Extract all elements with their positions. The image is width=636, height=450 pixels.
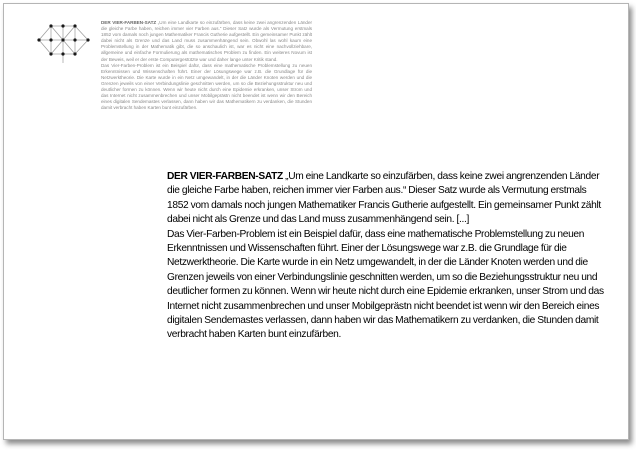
network-graph-icon	[34, 21, 94, 65]
paragraph-2: Das Vier-Farben-Problem ist ein Beispiel dafür, dass eine mathematische Problemstellung zu neuen Erkenntnissen und Wissenschaften führt. Einer der Lösungswege war z.B. die Grundlage für die Netzwerktheorie. Die Karte wurde in ein Netz umgewandelt, in der die Länder Knoten werden und die Grenzen jeweils von einer Verbindungslinie geschnitten werden, um so die Beziehungsstruktur neu und deutlicher formen zu können. Wenn wir heute nicht durch eine Epidemie erkranken, unser Strom und das Internet nicht zusammenbrechen und unser Mobilgeprästn nicht beendet ist wenn wir den Bereich eines digitalen Sendemastes verlassen, dann haben wir das Mathematikern zu verdanken, die Stunden damit verbracht haben Karten bunt einzufärben.	[167, 228, 604, 341]
thumbnail-text-block	[101, 20, 312, 111]
document-card	[3, 3, 629, 440]
thumbnail-paragraph-1-text: „Um eine Landkarte so einzufärben, dass keine zwei angrenzenden Länder die gleiche Farbe haben, reichen immer vier Farben aus.“ Dieser Satz wurde als Vermutung erstmals 1852 vom damals noch jungen Mathematiker Francis Gutherie aufgestellt. Ein gemeinsamer Punkt zählt dabei nicht als Grenze und das Land muss zusammenhängend sein. Obwohl las wohl kaum eine Problemstellung in der Mathematik gibt, die so anschaulich ist, war es nicht eine nachvollziehbare, allgemeine und einfache Formulierung als mathematisches Problem zu finden. Ein weiteres Novum ist der Beweis, weil er der erste Computergestützte war und daher lange unter Kritik stand.	[101, 20, 312, 62]
thumbnail-paragraph-2: Das Vier-Farben-Problem ist ein Beispiel dafür, dass eine mathematische Problemstellung zu neuen Erkenntnissen und Wissenschaften führt. Einer der Lösungswege war z.B. die Grundlage für die Netzwerktheorie. Die Karte wurde in ein Netz umgewandelt, in der die Länder Knoten werden und die Grenzen jeweils von einer Verbindungslinie geschnitten werden, um so die Beziehungsstruktur neu und deutlicher formen zu können. Wenn wir heute nicht durch eine Epidemie erkranken, unser Strom und das Internet nicht zusammenbrechen und unser Mobilgeprästn nicht beendet ist wenn wir den Bereich eines digitalen Sendemastes verlassen, dann haben wir das Mathematikern zu verdanken, die Stunden damit verbracht haben Karten bunt einzufärben.	[101, 62, 312, 111]
thumbnail-paragraph-1	[101, 20, 312, 63]
thumbnail-title: DER VIER-FARBEN-SATZ	[101, 20, 157, 25]
paragraph-1	[167, 170, 609, 228]
main-text-block	[167, 170, 609, 343]
page-title: DER VIER-FARBEN-SATZ	[167, 171, 283, 182]
paragraph-1-text: „Um eine Landkarte so einzufärben, dass keine zwei angrenzenden Länder die gleiche Farbe haben, reichen immer vier Farben aus.“ Dieser Satz wurde als Vermutung erstmals 1852 vom damals noch jungen Mathematiker Francis Gutherie aufgestellt. Ein gemeinsamer Punkt zählt dabei nicht als Grenze und das Land muss zusammenhängend sein. [...]	[167, 171, 601, 226]
